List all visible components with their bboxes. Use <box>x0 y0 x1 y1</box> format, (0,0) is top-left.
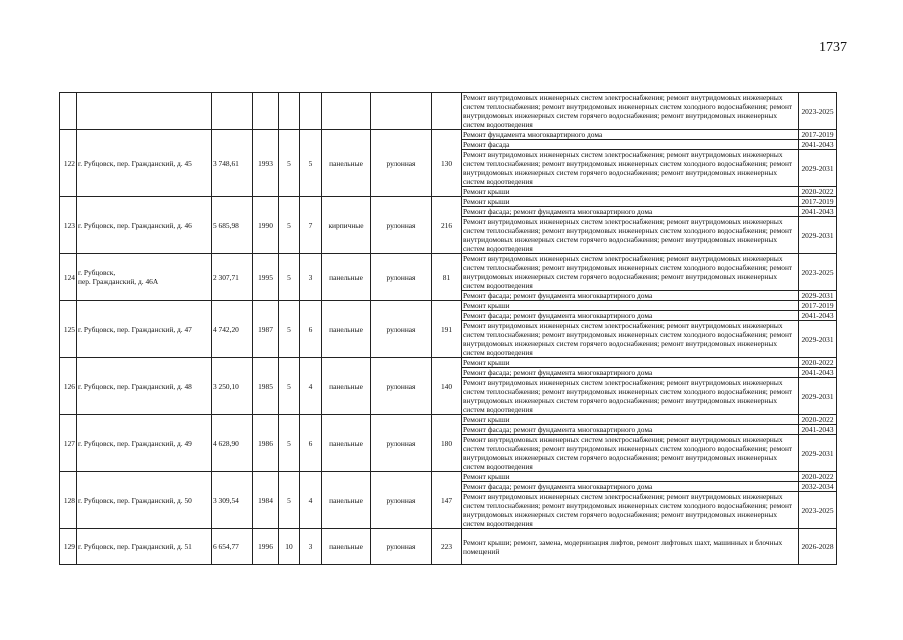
roof-type: рулонная <box>371 529 432 565</box>
row-number: 126 <box>60 358 77 415</box>
wall-material: панельные <box>322 254 371 301</box>
work-period: 2017-2019 <box>799 197 837 207</box>
work-period: 2041-2043 <box>799 140 837 150</box>
commission-year: 1996 <box>253 529 279 565</box>
work-description: Ремонт крыши <box>462 301 799 311</box>
work-description: Ремонт крыши <box>462 415 799 425</box>
work-description: Ремонт фасада; ремонт фундамента многоквартирного дома <box>462 368 799 378</box>
work-period: 2020-2022 <box>799 358 837 368</box>
work-description: Ремонт фасада <box>462 140 799 150</box>
building-area: 4 742,20 <box>212 301 253 358</box>
page-number: 1737 <box>819 40 847 55</box>
roof-type: рулонная <box>371 472 432 529</box>
row-number: 129 <box>60 529 77 565</box>
work-description: Ремонт внутридомовых инженерных систем электроснабжения; ремонт внутридомовых инженерных систем теплоснабжения; ремонт внутридомовых инженерных систем холодного водоснабжения; ремонт внутридомовых инженерных систем горячего водоснабжения; ремонт внутридомовых инженерных систем водоотведения <box>462 378 799 415</box>
commission-year: 1987 <box>253 301 279 358</box>
work-description: Ремонт внутридомовых инженерных систем электроснабжения; ремонт внутридомовых инженерных систем теплоснабжения; ремонт внутридомовых инженерных систем холодного водоснабжения; ремонт внутридомовых инженерных систем горячего водоснабжения; ремонт внутридомовых инженерных систем водоотведения <box>462 492 799 529</box>
building-area: 4 628,90 <box>212 415 253 472</box>
wall-material: панельные <box>322 529 371 565</box>
work-description: Ремонт крыши <box>462 187 799 197</box>
commission-year: 1990 <box>253 197 279 254</box>
work-period: 2029-2031 <box>799 291 837 301</box>
wall-material: панельные <box>322 130 371 197</box>
commission-year: 1986 <box>253 415 279 472</box>
building-address: г. Рубцовск, пер. Гражданский, д. 48 <box>77 358 212 415</box>
work-description: Ремонт внутридомовых инженерных систем электроснабжения; ремонт внутридомовых инженерных систем теплоснабжения; ремонт внутридомовых инженерных систем холодного водоснабжения; ремонт внутридомовых инженерных систем горячего водоснабжения; ремонт внутридомовых инженерных систем водоотведения <box>462 217 799 254</box>
floor-count: 5 <box>279 254 300 301</box>
work-period: 2041-2043 <box>799 207 837 217</box>
entrance-count: 5 <box>300 130 322 197</box>
work-description: Ремонт внутридомовых инженерных систем электроснабжения; ремонт внутридомовых инженерных систем теплоснабжения; ремонт внутридомовых инженерных систем холодного водоснабжения; ремонт внутридомовых инженерных систем горячего водоснабжения; ремонт внутридомовых инженерных систем водоотведения <box>462 435 799 472</box>
repair-register-table <box>59 92 837 565</box>
floor-count: 5 <box>279 197 300 254</box>
work-description: Ремонт крыши; ремонт, замена, модернизация лифтов, ремонт лифтовых шахт, машинных и блочных помещений <box>462 529 799 565</box>
work-period: 2020-2022 <box>799 472 837 482</box>
work-period: 2017-2019 <box>799 130 837 140</box>
entrance-count: 6 <box>300 415 322 472</box>
work-period: 2017-2019 <box>799 301 837 311</box>
table-row <box>60 254 837 291</box>
address-line-1: г. Рубцовск, <box>78 268 116 277</box>
resident-count: 216 <box>432 197 462 254</box>
work-period: 2029-2031 <box>799 321 837 358</box>
building-address: г. Рубцовск, пер. Гражданский, д. 46 <box>77 197 212 254</box>
empty-cell <box>77 93 212 130</box>
building-area: 3 250,10 <box>212 358 253 415</box>
entrance-count: 3 <box>300 254 322 301</box>
roof-type: рулонная <box>371 130 432 197</box>
building-area: 6 654,77 <box>212 529 253 565</box>
building-address: г. Рубцовск, пер. Гражданский, д. 51 <box>77 529 212 565</box>
wall-material: панельные <box>322 358 371 415</box>
wall-material: панельные <box>322 472 371 529</box>
building-address <box>77 254 212 301</box>
work-description: Ремонт крыши <box>462 197 799 207</box>
empty-cell <box>279 93 300 130</box>
roof-type: рулонная <box>371 358 432 415</box>
row-number: 124 <box>60 254 77 301</box>
floor-count: 5 <box>279 130 300 197</box>
work-period: 2032-2034 <box>799 482 837 492</box>
work-period: 2041-2043 <box>799 311 837 321</box>
building-address: г. Рубцовск, пер. Гражданский, д. 50 <box>77 472 212 529</box>
commission-year: 1995 <box>253 254 279 301</box>
work-description: Ремонт фасада; ремонт фундамента многоквартирного дома <box>462 291 799 301</box>
table-row <box>60 197 837 207</box>
building-address: г. Рубцовск, пер. Гражданский, д. 47 <box>77 301 212 358</box>
work-description: Ремонт фундамента многоквартирного дома <box>462 130 799 140</box>
floor-count: 5 <box>279 358 300 415</box>
table-row <box>60 529 837 565</box>
wall-material: кирпичные <box>322 197 371 254</box>
work-period: 2041-2043 <box>799 368 837 378</box>
floor-count: 5 <box>279 472 300 529</box>
work-period: 2020-2022 <box>799 187 837 197</box>
building-area: 2 307,71 <box>212 254 253 301</box>
work-period: 2023-2025 <box>799 492 837 529</box>
floor-count: 5 <box>279 415 300 472</box>
empty-cell <box>432 93 462 130</box>
resident-count: 130 <box>432 130 462 197</box>
work-description: Ремонт крыши <box>462 358 799 368</box>
work-description: Ремонт внутридомовых инженерных систем электроснабжения; ремонт внутридомовых инженерных систем теплоснабжения; ремонт внутридомовых инженерных систем холодного водоснабжения; ремонт внутридомовых инженерных систем горячего водоснабжения; ремонт внутридомовых инженерных систем водоотведения <box>462 150 799 187</box>
floor-count: 10 <box>279 529 300 565</box>
row-number: 127 <box>60 415 77 472</box>
work-description: Ремонт внутридомовых инженерных систем электроснабжения; ремонт внутридомовых инженерных систем теплоснабжения; ремонт внутридомовых инженерных систем холодного водоснабжения; ремонт внутридомовых инженерных систем горячего водоснабжения; ремонт внутридомовых инженерных систем водоотведения <box>462 93 799 130</box>
resident-count: 191 <box>432 301 462 358</box>
empty-cell <box>300 93 322 130</box>
building-area: 5 685,98 <box>212 197 253 254</box>
entrance-count: 4 <box>300 472 322 529</box>
table-row <box>60 93 837 130</box>
wall-material: панельные <box>322 301 371 358</box>
entrance-count: 4 <box>300 358 322 415</box>
resident-count: 223 <box>432 529 462 565</box>
commission-year: 1985 <box>253 358 279 415</box>
resident-count: 180 <box>432 415 462 472</box>
empty-cell <box>60 93 77 130</box>
empty-cell <box>212 93 253 130</box>
register-body <box>60 93 837 565</box>
work-description: Ремонт внутридомовых инженерных систем электроснабжения; ремонт внутридомовых инженерных систем теплоснабжения; ремонт внутридомовых инженерных систем холодного водоснабжения; ремонт внутридомовых инженерных систем горячего водоснабжения; ремонт внутридомовых инженерных систем водоотведения <box>462 321 799 358</box>
empty-cell <box>322 93 371 130</box>
address-line-2: пер. Гражданский, д. 46А <box>78 277 159 286</box>
roof-type: рулонная <box>371 301 432 358</box>
roof-type: рулонная <box>371 197 432 254</box>
work-period: 2023-2025 <box>799 254 837 291</box>
resident-count: 81 <box>432 254 462 301</box>
commission-year: 1984 <box>253 472 279 529</box>
work-period: 2029-2031 <box>799 150 837 187</box>
empty-cell <box>253 93 279 130</box>
work-period: 2029-2031 <box>799 378 837 415</box>
work-description: Ремонт крыши <box>462 472 799 482</box>
work-period: 2029-2031 <box>799 217 837 254</box>
resident-count: 147 <box>432 472 462 529</box>
floor-count: 5 <box>279 301 300 358</box>
roof-type: рулонная <box>371 415 432 472</box>
building-area: 3 309,54 <box>212 472 253 529</box>
table-row <box>60 472 837 482</box>
resident-count: 140 <box>432 358 462 415</box>
table-row <box>60 358 837 368</box>
row-number: 128 <box>60 472 77 529</box>
empty-cell <box>371 93 432 130</box>
wall-material: панельные <box>322 415 371 472</box>
building-area: 3 748,61 <box>212 130 253 197</box>
work-description: Ремонт фасада; ремонт фундамента многоквартирного дома <box>462 425 799 435</box>
entrance-count: 3 <box>300 529 322 565</box>
row-number: 123 <box>60 197 77 254</box>
work-period: 2020-2022 <box>799 415 837 425</box>
row-number: 125 <box>60 301 77 358</box>
table-row <box>60 301 837 311</box>
work-period: 2023-2025 <box>799 93 837 130</box>
roof-type: рулонная <box>371 254 432 301</box>
work-description: Ремонт фасада; ремонт фундамента многоквартирного дома <box>462 311 799 321</box>
building-address: г. Рубцовск, пер. Гражданский, д. 49 <box>77 415 212 472</box>
entrance-count: 6 <box>300 301 322 358</box>
work-description: Ремонт фасада; ремонт фундамента многоквартирного дома <box>462 207 799 217</box>
entrance-count: 7 <box>300 197 322 254</box>
work-period: 2029-2031 <box>799 435 837 472</box>
building-address: г. Рубцовск, пер. Гражданский, д. 45 <box>77 130 212 197</box>
work-period: 2026-2028 <box>799 529 837 565</box>
table-row <box>60 130 837 140</box>
commission-year: 1993 <box>253 130 279 197</box>
table-row <box>60 415 837 425</box>
work-period: 2041-2043 <box>799 425 837 435</box>
work-description: Ремонт фасада; ремонт фундамента многоквартирного дома <box>462 482 799 492</box>
work-description: Ремонт внутридомовых инженерных систем электроснабжения; ремонт внутридомовых инженерных систем теплоснабжения; ремонт внутридомовых инженерных систем холодного водоснабжения; ремонт внутридомовых инженерных систем горячего водоснабжения; ремонт внутридомовых инженерных систем водоотведения <box>462 254 799 291</box>
row-number: 122 <box>60 130 77 197</box>
